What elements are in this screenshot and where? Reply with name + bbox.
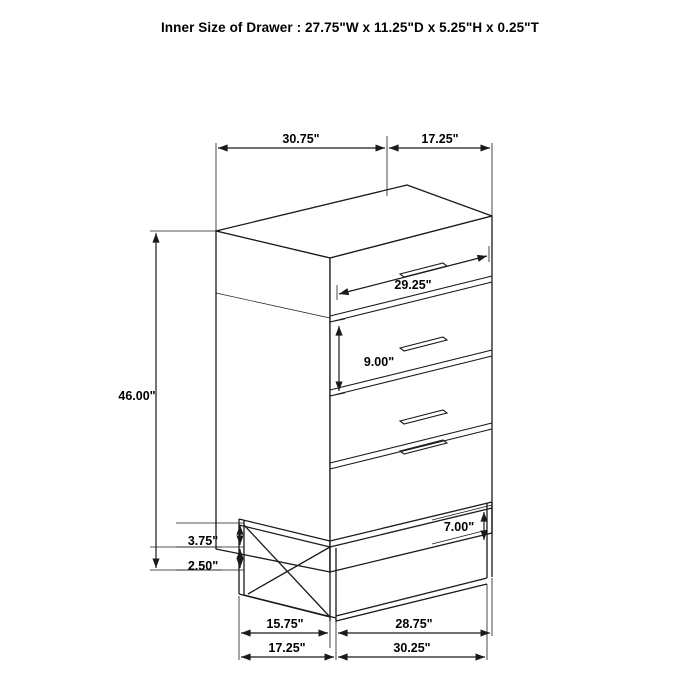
page-title: Inner Size of Drawer : 27.75"W x 11.25"D x 5.25"H x 0.25"T [160, 20, 540, 35]
cabinet-body [216, 185, 492, 572]
label-leg-height-upper: 3.75" [187, 534, 219, 548]
label-leg-height-lower: 2.50" [187, 559, 219, 573]
label-top-width-side: 17.25" [421, 132, 459, 146]
label-drawer-height: 9.00" [363, 355, 395, 369]
label-overall-height: 46.00" [118, 389, 156, 403]
label-base-width-right: 28.75" [395, 617, 433, 631]
label-foot-depth-right: 30.25" [393, 641, 431, 655]
label-drawer-front-width: 29.25" [394, 278, 432, 292]
label-base-width-left: 15.75" [266, 617, 304, 631]
label-foot-depth-left: 17.25" [268, 641, 306, 655]
label-top-width-front: 30.75" [282, 132, 320, 146]
label-side-leg-depth: 7.00" [443, 520, 475, 534]
